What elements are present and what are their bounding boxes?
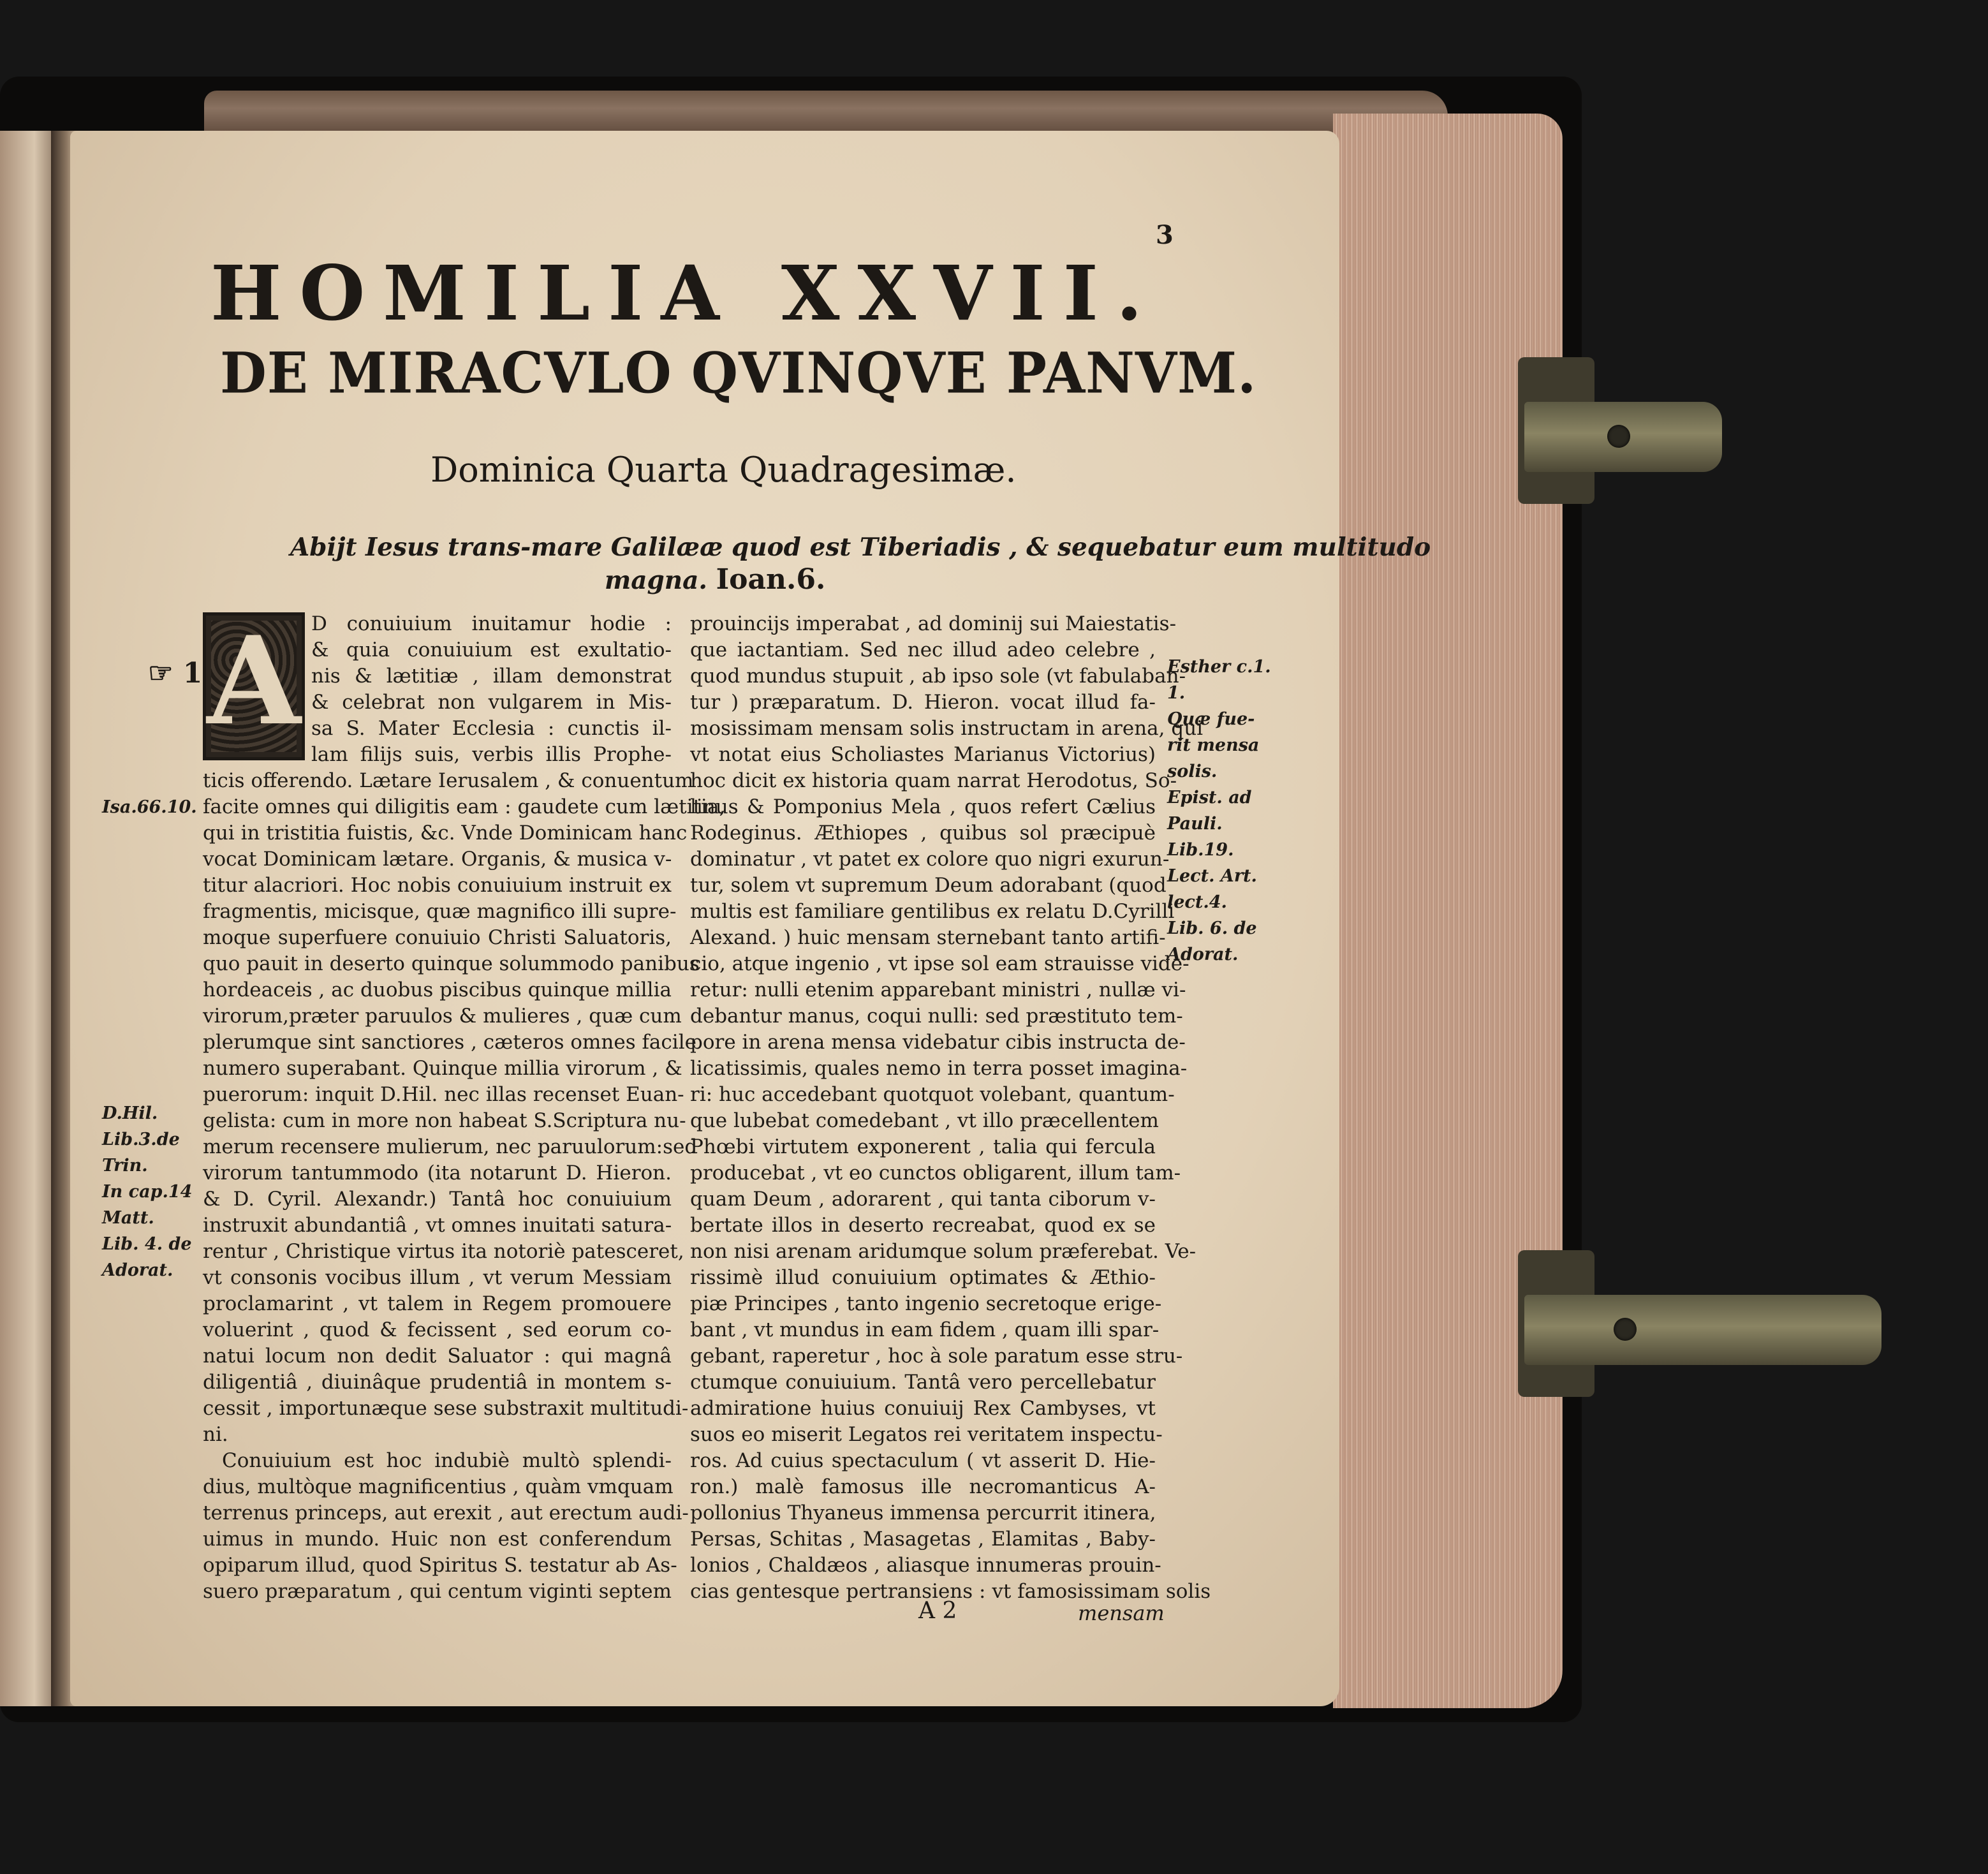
left-page-edge — [0, 131, 57, 1706]
text-line: numero superabant. Quinque millia virorum , & — [203, 1057, 682, 1080]
text-line: rentur , Christique virtus ita notoriè patesceret, — [203, 1240, 684, 1263]
text-line: cio, atque ingenio , vt ipse sol eam strauisse vide- — [690, 952, 1189, 975]
text-line: facite omnes qui diligitis eam : gaudete cum lætitia, — [203, 795, 726, 818]
text-line: plerumque sint sanctiores , cæteros omnes facile — [203, 1031, 696, 1054]
text-line: moque superfuere conuiuio Christi Saluatoris, — [203, 926, 672, 949]
margin-note: lect.4. — [1167, 892, 1227, 912]
margin-note: Adorat. — [1167, 945, 1239, 964]
margin-note: Lib.3.de — [102, 1130, 180, 1149]
clasp-lower — [1524, 1295, 1881, 1365]
rivet-icon — [1607, 425, 1630, 448]
margin-note: 1. — [1167, 683, 1186, 703]
margin-notes-left — [102, 1100, 198, 1283]
text-line: linus & Pomponius Mela , quos refert Cælius — [690, 795, 1156, 818]
text-line: ros. Ad cuius spectaculum ( vt asserit D. Hie- — [690, 1449, 1156, 1472]
book-spine-top — [204, 91, 1448, 135]
text-line: & celebrat non vulgarem in Mis- — [311, 691, 672, 714]
liturgical-day: Dominica Quarta Quadragesimæ. — [431, 450, 1017, 490]
text-line: opiparum illud, quod Spiritus S. testatur ab As- — [203, 1554, 677, 1577]
text-line: admiratione huius conuiuij Rex Cambyses, vt — [690, 1397, 1156, 1420]
text-line: producebat , vt eo cunctos obligarent, illum tam- — [690, 1162, 1181, 1184]
text-line: tur ) præparatum. D. Hieron. vocat illud fa- — [690, 691, 1156, 714]
margin-note: Isa.66.10. — [102, 797, 197, 817]
text-line: non nisi arenam aridumque solum præferebat. Ve- — [690, 1240, 1196, 1263]
text-line: piæ Principes , tanto ingenio secretoque erige- — [690, 1292, 1162, 1315]
margin-note: Matt. — [102, 1208, 154, 1228]
scripture-verse-line-2: magna. Ioan.6. — [605, 563, 826, 596]
text-line: Persas, Schitas , Masagetas , Elamitas , Baby- — [690, 1528, 1156, 1551]
text-line: natui locum non dedit Saluator : qui magnâ — [203, 1345, 672, 1368]
text-line: multis est familiare gentilibus ex relatu D.Cyrilli — [690, 900, 1175, 923]
pointing-hand-icon: ☞ 1 — [148, 657, 203, 690]
text-line: lonios , Chaldæos , aliasque innumeras prouin- — [690, 1554, 1161, 1577]
text-line: vocat Dominicam lætare. Organis, & musica v- — [203, 848, 672, 871]
margin-note: Lib. 4. de — [102, 1234, 192, 1254]
text-line: uimus in mundo. Huic non est conferendum — [203, 1528, 672, 1551]
text-line: dius, multòque magnificentius , quàm vmquam — [203, 1475, 674, 1498]
text-line: que iactantiam. Sed nec illud adeo celebre , — [690, 638, 1156, 661]
text-line: ri: huc accedebant quotquot volebant, quantum- — [690, 1083, 1175, 1106]
text-line: puerorum: inquit D.Hil. nec illas recenset Euan- — [203, 1083, 684, 1106]
text-line: nis & lætitiæ , illam demonstrat — [311, 665, 672, 688]
text-line: Rodeginus. Æthiopes , quibus sol præcipuè — [690, 822, 1156, 845]
margin-note: Lect. Art. — [1167, 866, 1257, 886]
margin-note: Epist. ad — [1167, 788, 1252, 808]
text-line: bant , vt mundus in eam fidem , quam illi spar- — [690, 1318, 1160, 1341]
text-line: gebant, raperetur , hoc à sole paratum esse stru- — [690, 1345, 1183, 1368]
text-line: rissimè illud conuiuium optimates & Æthio- — [690, 1266, 1156, 1289]
text-line: licatissimis, quales nemo in terra posset imagina- — [690, 1057, 1188, 1080]
text-line: gelista: cum in more non habeat S.Scriptura nu- — [203, 1109, 686, 1132]
text-line: titur alacriori. Hoc nobis conuiuium instruit ex — [203, 874, 672, 897]
text-line: virorum tantummodo (ita notarunt D. Hieron. — [203, 1162, 672, 1184]
text-line: Conuiuium est hoc indubiè multò splendi- — [222, 1449, 672, 1472]
text-line: quam Deum , adorarent , qui tanta ciborum v- — [690, 1188, 1156, 1211]
signature-mark: A 2 — [918, 1598, 957, 1624]
text-line: Alexand. ) huic mensam sternebant tanto artifi- — [690, 926, 1166, 949]
text-line: ctumque conuiuium. Tantâ vero percellebatur — [690, 1371, 1156, 1394]
text-line: dominatur , vt patet ex colore quo nigri exurun- — [690, 848, 1170, 871]
text-line: D conuiuium inuitamur hodie : — [311, 612, 672, 635]
scripture-reference: Ioan.6. — [716, 563, 826, 596]
text-line: merum recensere mulierum, nec paruulorum:sed — [203, 1135, 698, 1158]
text-line: fragmentis, micisque, quæ magnifico illi supre- — [203, 900, 677, 923]
text-line: vt consonis vocibus illum , vt verum Messiam — [203, 1266, 672, 1289]
text-line: vt notat eius Scholiastes Marianus Victorius) — [690, 743, 1156, 766]
text-line: Phœbi virtutem exponerent , talia qui fercula — [690, 1135, 1156, 1158]
margin-note: solis. — [1167, 762, 1218, 781]
margin-note-isaiah — [102, 794, 198, 820]
margin-note: Quæ fue- — [1167, 709, 1255, 729]
text-line: instruxit abundantiâ , vt omnes inuitati satura- — [203, 1214, 672, 1237]
margin-notes-right — [1167, 654, 1276, 968]
text-line: ni. — [203, 1423, 228, 1446]
text-line: diligentiâ , diuinâque prudentiâ in montem s- — [203, 1371, 672, 1394]
text-line: retur: nulli etenim apparebant ministri , nullæ vi- — [690, 978, 1186, 1001]
text-line: & D. Cyril. Alexandr.) Tantâ hoc conuiuium — [203, 1188, 672, 1211]
margin-note: D.Hil. — [102, 1103, 158, 1123]
homily-subtitle: DE MIRACVLO QVINQVE PANVM. — [220, 339, 1257, 406]
page-number: 3 — [1156, 220, 1174, 250]
page-fore-edge — [1333, 114, 1563, 1708]
margin-note: Adorat. — [102, 1260, 173, 1280]
text-line: & quia conuiuium est exultatio- — [311, 638, 672, 661]
scripture-verse-line-1: Abijt Iesus trans-mare Galilææ quod est Tiberiadis , & sequebatur eum multitudo — [290, 533, 1431, 562]
text-line: quo pauit in deserto quinque solummodo panibus — [203, 952, 700, 975]
margin-note: rit mensa — [1167, 735, 1260, 755]
text-line: debantur manus, coqui nulli: sed præstituto tem- — [690, 1005, 1183, 1028]
text-line: mosissimam mensam solis instructam in arena, qui — [690, 717, 1204, 740]
margin-note: Pauli. — [1167, 814, 1223, 834]
text-line: suos eo miserit Legatos rei veritatem inspectu- — [690, 1423, 1163, 1446]
text-line: quod mundus stupuit , ab ipso sole (vt fabulaban- — [690, 665, 1186, 688]
ornamental-initial — [203, 612, 305, 760]
text-line: prouincijs imperabat , ad dominij sui Maiestatis- — [690, 612, 1177, 635]
text-line: tur, solem vt supremum Deum adorabant (quod — [690, 874, 1167, 897]
text-line: hordeaceis , ac duobus piscibus quinque millia — [203, 978, 672, 1001]
margin-note: In cap.14 — [102, 1182, 193, 1202]
text-line: terrenus princeps, aut erexit , aut erectum audi- — [203, 1501, 689, 1524]
text-line: ticis offerendo. Lætare Ierusalem , & conuentum — [203, 769, 694, 792]
margin-note: Lib.19. — [1167, 840, 1234, 860]
text-line: sa S. Mater Ecclesia : cunctis il- — [311, 717, 672, 740]
text-line: lam filijs suis, verbis illis Prophe- — [311, 743, 672, 766]
text-line: voluerint , quod & fecissent , sed eorum co- — [203, 1318, 672, 1341]
text-line: bertate illos in deserto recreabat, quod ex se — [690, 1214, 1156, 1237]
text-line: suero præparatum , qui centum viginti septem — [203, 1580, 672, 1603]
text-line: ron.) malè famosus ille necromanticus A- — [690, 1475, 1156, 1498]
homily-title: HOMILIA XXVII. — [210, 249, 1161, 337]
text-line: proclamarint , vt talem in Regem promouere — [203, 1292, 672, 1315]
drop-cap-letter: A — [207, 610, 301, 752]
rivet-icon — [1614, 1318, 1637, 1341]
text-line: hoc dicit ex historia quam narrat Herodotus, So- — [690, 769, 1177, 792]
text-line: virorum,præter paruulos & mulieres , quæ cum — [203, 1005, 682, 1028]
margin-note: Esther c.1. — [1167, 657, 1271, 677]
text-line: pore in arena mensa videbatur cibis instructa de- — [690, 1031, 1186, 1054]
text-line: qui in tristitia fuistis, &c. Vnde Dominicam hanc — [203, 822, 688, 845]
text-line: que lubebat comedebant , vt illo præcellentem — [690, 1109, 1159, 1132]
text-line: pollonius Thyaneus immensa percurrit itinera, — [690, 1501, 1156, 1524]
margin-note: Trin. — [102, 1156, 148, 1176]
text-line: cessit , importunæque sese substraxit multitudi- — [203, 1397, 689, 1420]
margin-note: Lib. 6. de — [1167, 919, 1257, 938]
text-line: cias gentesque pertransiens : vt famosissimam solis — [690, 1580, 1211, 1603]
catchword: mensam — [1078, 1601, 1165, 1625]
